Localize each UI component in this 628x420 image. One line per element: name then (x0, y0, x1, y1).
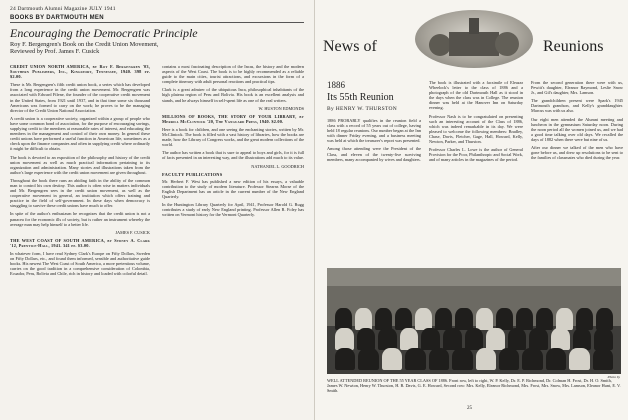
paragraph: contains a most fascinating description of the Incas, the history and the modern aspects of the West Coast. The book is to be highly recommended as a reliable guide to the main cities, tourist attractions, and excursions in the form of a complete itinerary with adult personal reactions and practical tips. (162, 64, 304, 85)
running-head: 24 Dartmouth Alumni Magazine JULY 1941 (10, 6, 116, 12)
subheading: FACULTY PUBLICATIONS (162, 171, 223, 177)
paragraph: In spite of the author's enthusiasm he recognizes that the credit union is not a panacea for the economic ills of society, but is rather an instrument whereby the average man may help himself to a better life. (10, 211, 150, 227)
article-title: Encouraging the Democratic Principle (10, 26, 198, 40)
paragraph: Mr. Herbert F. West has published a new edition of his essays, a valuable contribution to the study of modern literature. Professor Stearns Morse of the English Department has an article in the current number of the New England Quarterly. (162, 178, 304, 199)
paragraph: The book is devoted to an exposition of the philosophy and history of the credit union movement as well as much practical information pertaining to its organization and administration. Many stories and illustrations taken from the author's large experience with the credit union movement are given throughout. (10, 154, 150, 175)
left-column-2 (162, 64, 304, 414)
left-column-1 (10, 64, 150, 414)
paragraph: The book is illustrated with a facsimile of Eleazar Wheelock's letter to the class of 1886 and a photograph of the old Dartmouth Hall as it stood in the days when the class was in College. The reunion dinner was held at the Hanover Inn on Saturday evening. (429, 80, 523, 111)
paragraph: These is Mr. Bergengren's fifth credit union book, a series which has developed from a long experience in the credit union movement. Mr. Bergengren was associated with Edward Filene, the founder of the cooperative credit movement in the United States, from 1921 until 1937, and in that time some six thousand Americans was formed to carry on the work; he proves to be the managing director of the Credit Union National Association. (10, 82, 150, 113)
right-column-1 (327, 118, 421, 264)
paragraph: CREDIT UNION NORTH AMERICA, by Roy F. Bergengren '03, Southern Publishers, Inc., Kingsport, Tennessee, 1940. 398 pp. $2.00. (10, 64, 150, 80)
reviewer-signature: NATHANIEL L. GOODRICH (251, 163, 304, 169)
article-subtitle: Roy F. Bergengren's Book on the Credit Union Movement, Reviewed by Prof. James F. Cusick (10, 41, 159, 56)
paragraph: After our dinner we talked of the men who have gone before us, and drew up resolutions to be sent to the families of classmates who died during the year. (531, 145, 623, 161)
paragraph: Throughout the book there runs an abiding faith in the ability of the common man to control his own destiny. This author is often wise in matters individuals and Mr. Bergengren sees in the credit union movement, as well as the cooperative movement in general, an institution which offers training and practice in the field of self-government. In these days when democracy is struggling to survive these credit unions have much to offer. (10, 177, 150, 209)
paragraph: Among those attending were the President of the Class, and eleven of the twenty-five surviving members, many accompanied by wives and daughters. (327, 146, 421, 162)
paragraph: Here is a book for children, and one seeing the enchanting stories, written by Mr. McClintock. The book is filled with a vast history of libraries, how the books are made, how the Library of Congress works, and the great modern collections of the world. (162, 126, 304, 148)
paragraph: Professor Nash is to be congratulated on presenting such an interesting account of the Class of 1886, which was indeed remarkable in its day. We were pleased to welcome the following members: Bradley, Chase, Davis, Fletcher, Gage, Hall, Howard, Kelly, Newton, Parker, and Thurston. (429, 113, 523, 145)
paragraph: THE WEST COAST OF SOUTH AMERICA, by Sydney A. Clark '12, Prentice-Hall, 1941. 341 pp. $3.00. (10, 237, 150, 248)
right-page (314, 0, 628, 420)
page-number: 25 (467, 406, 472, 411)
tree-shape (495, 32, 519, 56)
byline: By HENRY W. THURSTON (327, 106, 398, 112)
right-column-3 (531, 80, 623, 264)
news-of-heading: News of (323, 38, 377, 55)
paragraph: The author has written a book that is sure to appeal to boys and girls, for it is full of facts presented in an interesting way, and the illustrations add much to its value. (162, 150, 304, 161)
tower-shape (469, 18, 479, 34)
photo-caption: WELL ATTENDED REUNION OF THE 55 YEAR CLASS OF 1886. Front row, left to right, W. P. Kelly, Dr. E. P. Richmond, Dr. Colman H. Frost, Dr. H. O. Smith, James W. Newton, Henry W. Thurston, H. B. Davis, G. E. Howard, Second row: Mrs. Kelly, Eleanor Richmond, Mrs. Frost, Mrs. Snow, Mrs. Lamson, Eleanor Hunt, E. V. Smith. (327, 378, 621, 393)
paragraph: Our eight men attended the Alumni meeting and luncheon in the gymnasium Saturday noon. During the noon period all the women joined us, and we had a good time talking over old days. We recalled the days of 1882 when there were but nine of us. (531, 116, 623, 142)
paragraph: In the Huntington Library Quarterly for April, 1941, Professor Harold G. Rugg contributes a study of early New England printing. Professor Allen R. Foley has written on Vermont history for the Vermont Quarterly. (162, 202, 304, 218)
class-year: 1886 (327, 80, 345, 90)
paragraph: Clark is a great admirer of the ubiquitous Inca, philosophical inhabitants of the high plateau region of Peru and Bolivia. His book is an excellent analysis and stands, and he always himself in self-spent life as one of the real writers. (162, 87, 304, 103)
reunions-heading: Reunions (543, 38, 604, 55)
reviewer-signature: W. HUSTON EDMONDS (258, 105, 304, 111)
section-heading: BOOKS BY DARTMOUTH MEN (10, 15, 304, 23)
paragraph: 1886 PROBABLY qualifies in the reunion field a class with a record of 55 years out of college, having held 18 regular reunions. Our number began at the Inn with dinner Friday evening, and a business meeting was held at which the treasurer's report was presented. (327, 118, 421, 144)
campus-vignette-image (415, 10, 533, 68)
reunion-title: Its 55th Reunion (327, 92, 394, 103)
paragraph: The grandchildren present were Spark's 1945 Dartmouth grandson, and Kelly's granddaughter. Marcus was with us also. (531, 98, 623, 114)
paragraph: In whatever form, I have read Sydney Clark's Europe on Fifty Dollars, Sweden on Fifty Dollars, etc., and found them informed, sensible and authoritative guide books. His newest The West Coast of South America, a more pretentious volume, carries on the good tradition in a comprehensive consideration of Colombia, Ecuador, Peru, Bolivia and Chile, rich in history and loaded with colorful detail. (10, 251, 150, 277)
paragraph: MILLIONS OF BOOKS, THE STORY OF YOUR LIBRARY, by Merrill McClintock '20, The Vanguard Press, 1940. $2.00. (162, 113, 304, 124)
right-column-2 (429, 80, 523, 264)
reviewer-signature: JAMES F. CUSICK (115, 229, 150, 235)
photo-credit: Photo by (607, 375, 620, 379)
paragraph: A credit union is a cooperative society, organized within a group of people who have some common bond of association, for the purpose of encouraging savings, supplying credit to the members at reasonable rates of interest, and educating the members in the management and control of their own money. In general these credit unions have performed a useful function in American life, sometimes as a check upon the finance companies and often in supplying credit where ordinarily it might be difficult to obtain. (10, 115, 150, 152)
building-shape (449, 32, 499, 56)
paragraph: Professor Charles L. Lowe is the author of General Provision for the Poor, Philanthropic and Social Work, and of many articles in the magazines of the period. (429, 147, 523, 163)
tree-shape (429, 34, 451, 56)
reunion-group-photo (327, 268, 621, 374)
paragraph: From the second generation there were with us, Pewitt's daughter, Eleanor Raymond, Leslie Snow Jr., and Gil's daughter, Mrs. Lamson. (531, 80, 623, 96)
